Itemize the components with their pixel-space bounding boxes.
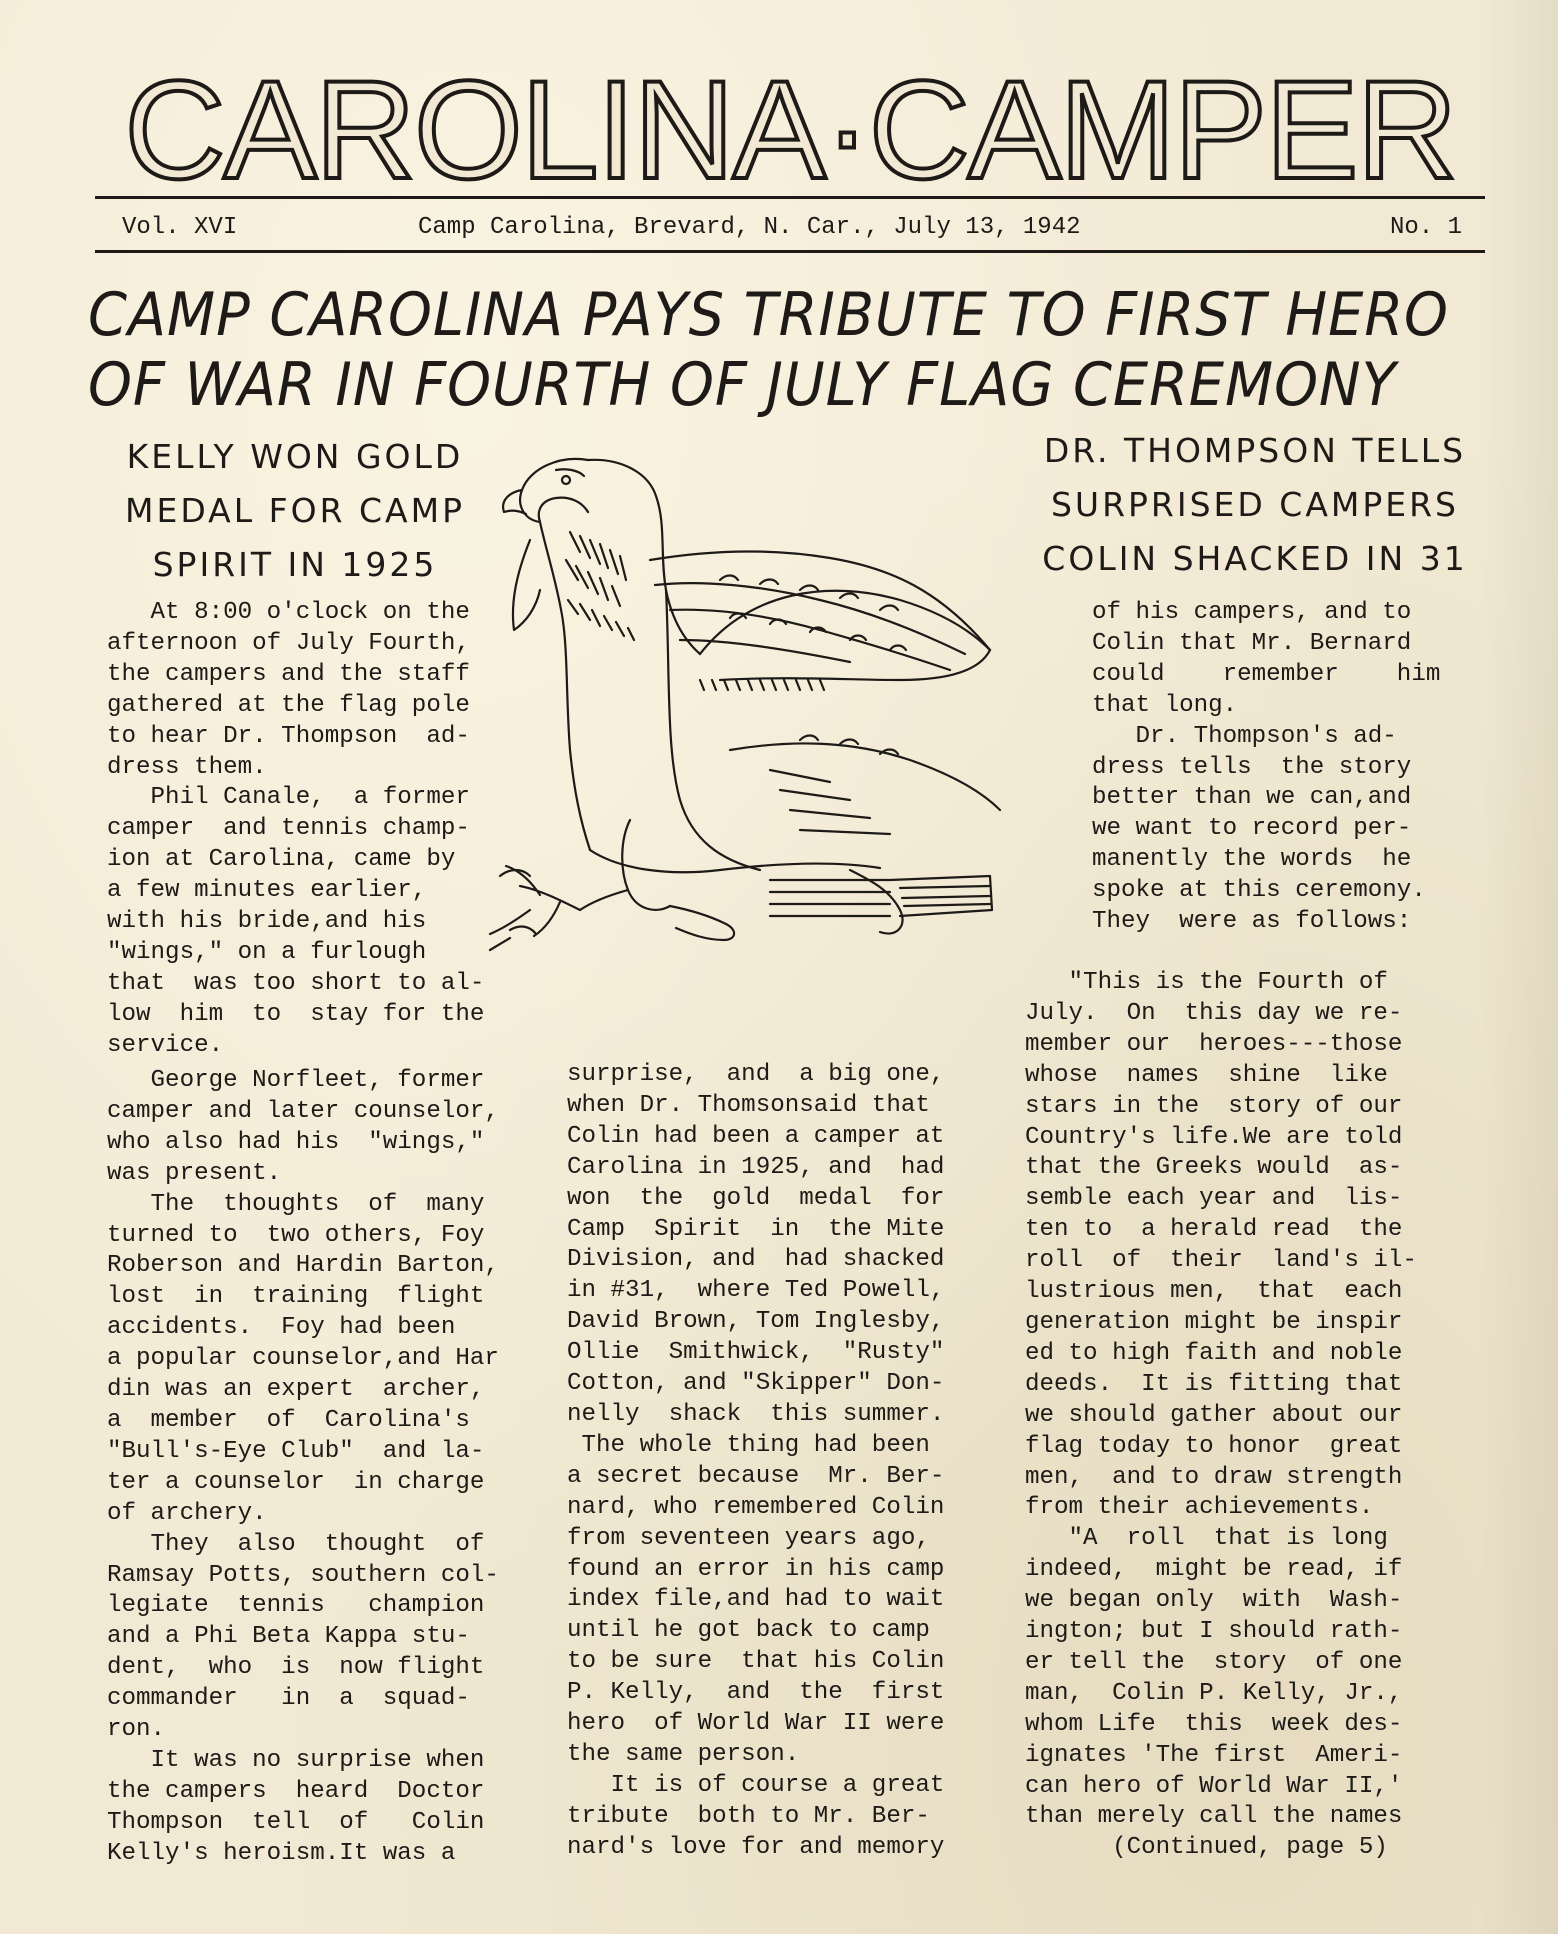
place-date-label: Camp Carolina, Brevard, N. Car., July 13, 1942: [418, 214, 1081, 241]
column-3-top-text: of his campers, and to Colin that Mr. Bernard could remember him that long. Dr. Thompson's ad- dress tells the story better than we can,and we want to record per- manently the words he spoke at this ceremony. They were as follows:: [1092, 599, 1441, 936]
column-1-top-text: At 8:00 o'clock on the afternoon of July Fourth, the campers and the staff gathered at the flag pole to hear Dr. Thompson ad- dress them. Phil Canale, a former camper and tennis champ- ion at Carolina, came by a few minutes earlier, with his bride,and his "wings," on a furlough that was too short to al- low him to stay for the service.: [107, 599, 485, 1059]
masthead-title: CAROLINA·CAMPER: [124, 51, 1456, 208]
issue-number-label: No. 1: [1390, 214, 1463, 241]
left-subheadline: KELLY WON GOLD MEDAL FOR CAMP SPIRIT IN 1925: [125, 437, 465, 584]
volume-label: Vol. XVI: [122, 214, 238, 241]
masthead-rule-top: [95, 196, 1485, 199]
column-1-bottom-text: George Norfleet, former camper and later counselor, who also had his "wings," was present. The thoughts of many turned to two others, Foy Roberson and Hardin Barton, lost in training flight accidents. Foy had been a popular counselor,and Har din was an expert archer, a member of Carolina's "Bull's-Eye Club" and la- ter a counselor in charge of archery. They also thought of Ramsay Potts, southern col- legiate tennis champion and a Phi Beta Kappa stu- dent, who is now flight commander in a squad- ron. It was no surprise when the campers heard Doctor Thompson tell of Colin Kelly's heroism.It was a: [107, 1067, 499, 1867]
headline-line-1: CAMP CAROLINA PAYS TRIBUTE TO FIRST HERO: [88, 280, 1449, 350]
masthead-rule-bottom: [95, 250, 1485, 253]
eagle-illustration: [470, 440, 1060, 1000]
page-edge-shadow: [1480, 0, 1558, 1934]
column-3-bottom-text: "This is the Fourth of July. On this day we re- member our heroes---those whose names shine like stars in the story of our Country's life.We are told that the Greeks would as- semble each year and lis- ten to a herald read the roll of their land's il- lustrious men, that each generation might be inspir ed to high faith and noble deeds. It is fitting that we should gather about our flag today to honor great men, and to draw strength from their achievements. "A roll that is long indeed, might be read, if we began only with Wash- ington; but I should rath- er tell the story of one man, Colin P. Kelly, Jr., whom Life this week des- ignates 'The first Ameri- can hero of World War II,' than merely call the names (Continued, page 5): [1025, 969, 1417, 1862]
column-2-text: surprise, and a big one, when Dr. Thomsonsaid that Colin had been a camper at Carolina in 1925, and had won the gold medal for Camp Spirit in the Mite Division, and had shacked in #31, where Ted Powell, David Brown, Tom Inglesby, Ollie Smithwick, "Rusty" Cotton, and "Skipper" Don- nelly shack this summer. The whole thing had been a secret because Mr. Ber- nard, who remembered Colin from seventeen years ago, found an error in his camp index file,and had to wait until he got back to camp to be sure that his Colin P. Kelly, and the first hero of World War II were the same person. It is of course a great tribute both to Mr. Ber- nard's love for and memory: [567, 1061, 945, 1861]
right-subheadline: DR. THOMPSON TELLS SURPRISED CAMPERS COLIN SHACKED IN 31: [1042, 431, 1468, 578]
headline-line-2: OF WAR IN FOURTH OF JULY FLAG CEREMONY: [88, 350, 1397, 420]
